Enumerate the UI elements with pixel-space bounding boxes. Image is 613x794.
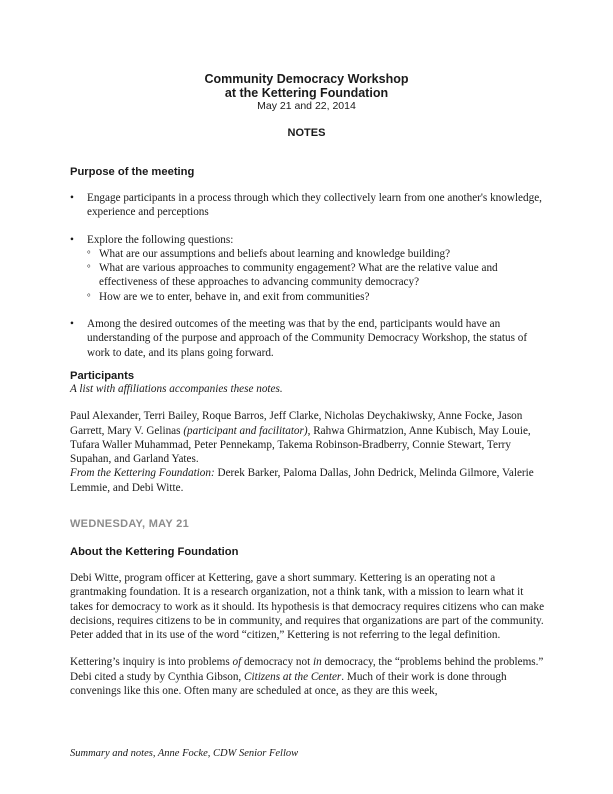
para-text: democracy not <box>241 656 313 669</box>
participants-role: (participant and facilitator) <box>183 424 308 437</box>
bullet-icon: • <box>70 192 74 204</box>
purpose-heading: Purpose of the meeting <box>70 166 195 178</box>
book-title: Citizens at the Center <box>244 670 342 683</box>
participants-note: A list with affiliations accompanies these notes. <box>70 383 283 395</box>
purpose-bullet-2 <box>70 233 545 247</box>
about-paragraph-2 <box>70 655 545 698</box>
document-header <box>0 72 613 112</box>
participants-names-2: , Rahwa Ghirmatzion, Anne Kubisch, May Louie, Tufara Waller Muhammad, Peter Pennekamp, Takema Robinson-Bradberry, Connie Stewart, Terry Supahan, and Garland Yates. <box>70 424 531 466</box>
para-emphasis: in <box>312 656 322 669</box>
question-item <box>70 290 545 304</box>
purpose-section <box>70 166 545 360</box>
day-heading: WEDNESDAY, MAY 21 <box>70 518 190 530</box>
question-text: What are various approaches to community engagement? What are the relative value and effectiveness of these approaches to advancing community democracy? <box>99 262 498 289</box>
question-text: What are our assumptions and beliefs about learning and knowledge building? <box>99 247 451 260</box>
kettering-staff-list <box>70 466 545 495</box>
para-text: democracy, the “problems behind the problems.” Debi cited a study by Cynthia Gibson, <box>70 656 544 683</box>
bullet-text: Engage participants in a process through which they collectively learn from one another's knowledge, experience and perceptions <box>87 192 542 219</box>
bullet-text: Among the desired outcomes of the meeting was that by the end, participants would have an understanding of the purpose and approach of the Community Democracy Workshop, the status of work to date, and its plans going forward. <box>87 318 528 359</box>
about-section <box>70 546 545 698</box>
para-text: . Much of their work is done through convenings like this one. Often many are scheduled at once, as they are this week, <box>70 670 507 698</box>
document-title: Community Democracy Workshop <box>204 72 409 86</box>
question-item <box>70 247 545 261</box>
bullet-icon: • <box>70 233 74 246</box>
kettering-label: From the Kettering Foundation: <box>70 467 215 480</box>
day-section <box>70 518 545 530</box>
kettering-names: Derek Barker, Paloma Dallas, John Dedrick, Melinda Gilmore, Valerie Lemmie, and Debi Witte. <box>70 467 534 494</box>
bullet-icon: • <box>70 318 74 331</box>
question-text: How are we to enter, behave in, and exit from communities? <box>99 290 370 303</box>
about-heading: About the Kettering Foundation <box>70 546 239 558</box>
page-footer: Summary and notes, Anne Focke, CDW Senior Fellow <box>70 748 299 759</box>
bullet-text: Explore the following questions: <box>87 233 234 246</box>
degree-bullet-icon: ° <box>87 248 91 259</box>
participants-section <box>70 370 545 495</box>
degree-bullet-icon: ° <box>87 291 91 302</box>
document-date: May 21 and 22, 2014 <box>257 100 356 112</box>
about-paragraph-1: Debi Witte, program officer at Kettering, gave a short summary. Kettering is an operating not a grantmaking foundation. It is a research organization, not a think tank, with a mission to learn what it takes for democracy to work as it should. Its hypothesis is that democracy requires citizens who can make decisions, requires citizens to be in community, and requires that organizations are part of the community. Peter added that in its use of the word “citizen,” Kettering is not referring to the legal definition. <box>70 572 545 642</box>
participants-list <box>70 409 545 466</box>
participants-names-1: Paul Alexander, Terri Bailey, Roque Barros, Jeff Clarke, Nicholas Deychakiwsky, Anne Focke, Jason Garrett, Mary V. Gelinas <box>70 410 523 437</box>
notes-label: NOTES <box>287 127 326 139</box>
para-text: Kettering’s inquiry is into problems <box>70 656 233 669</box>
question-item <box>70 261 545 290</box>
purpose-bullet-3 <box>70 317 545 360</box>
para-emphasis: of <box>232 656 242 669</box>
document-subtitle: at the Kettering Foundation <box>224 86 389 100</box>
degree-bullet-icon: ° <box>87 263 91 274</box>
purpose-bullet-1 <box>70 191 545 220</box>
participants-heading: Participants <box>70 370 135 382</box>
